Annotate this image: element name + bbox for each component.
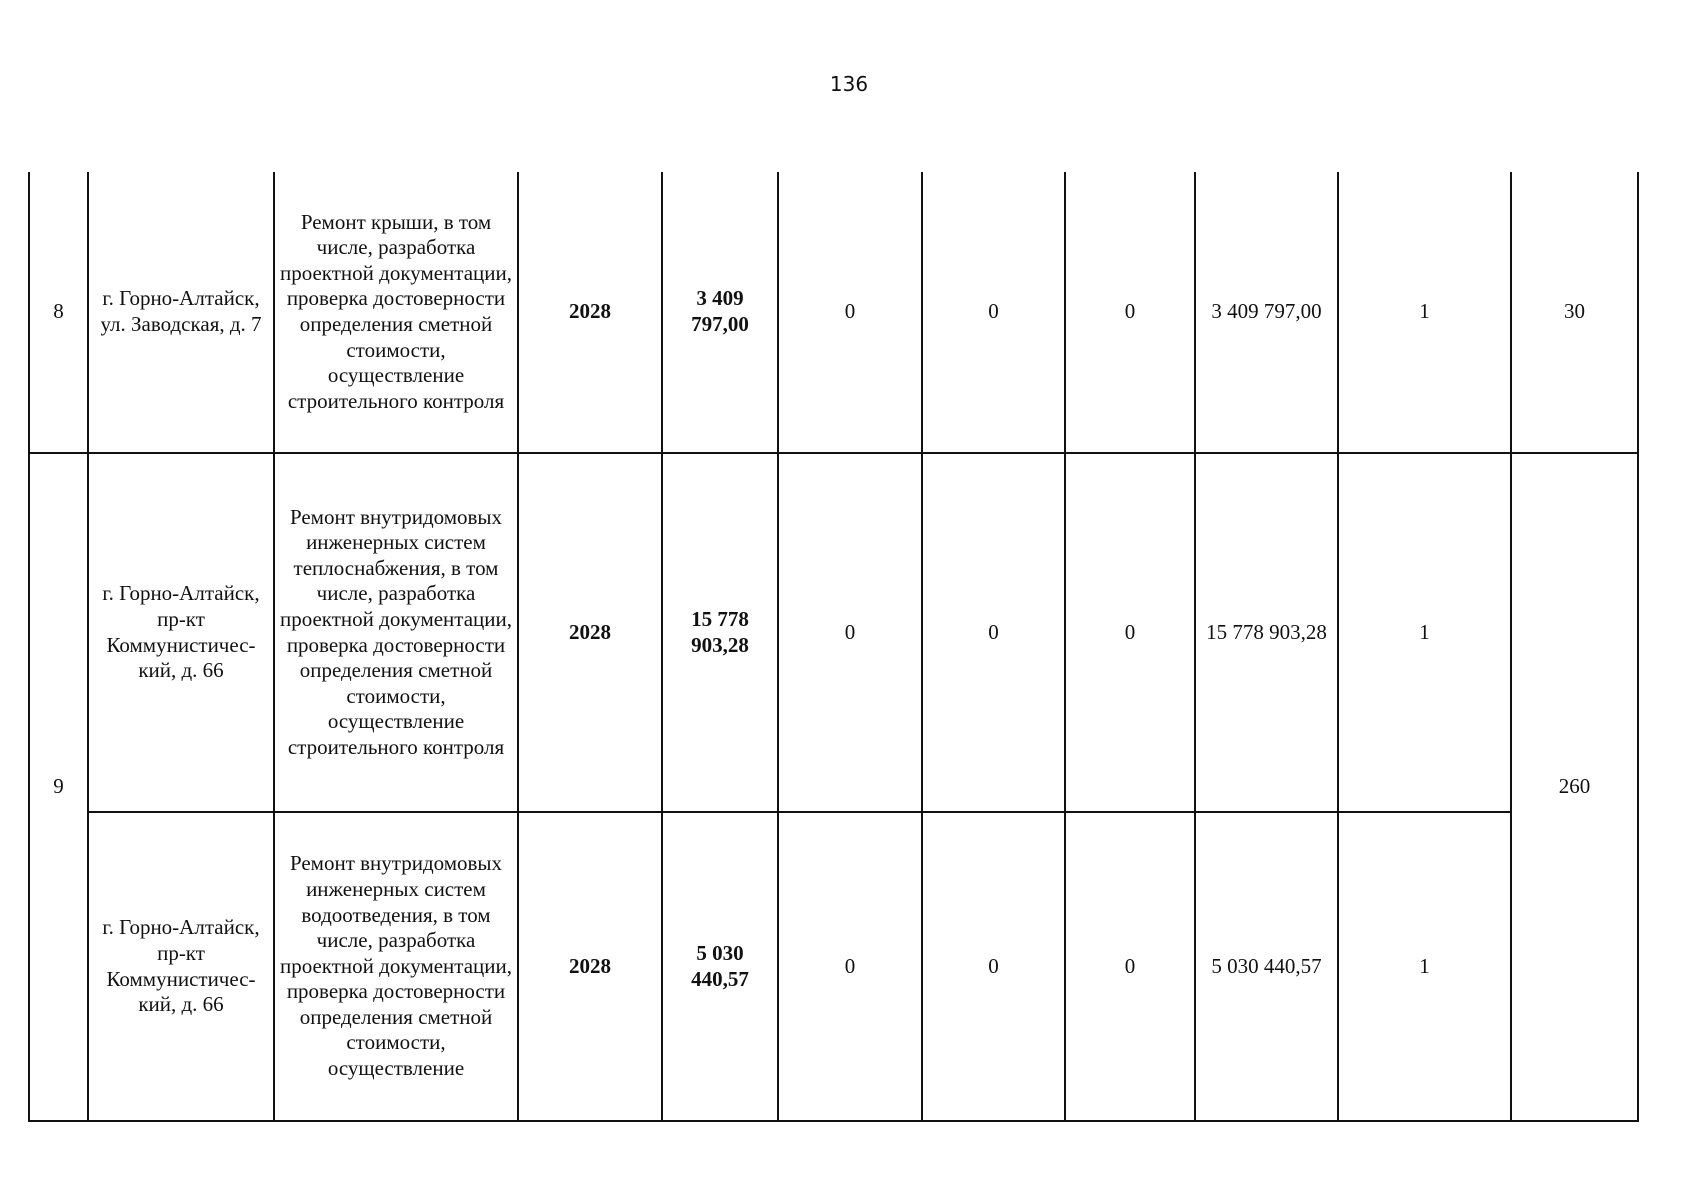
table-row [29,172,1638,453]
year-cell: 2028 [518,812,662,1121]
row-number-cell: 9 [29,453,88,1121]
value-cell: 0 [778,812,922,1121]
value-cell: 1 [1338,172,1511,453]
work-type-cell: Ремонт внутридомовых инженерных систем водоотведения, в том числе, разработка проектной документации, проверка достоверности определения сметной стоимости, осуществление [274,812,518,1121]
value-cell: 0 [1065,453,1195,812]
value-cell: 15 778 903,28 [1195,453,1338,812]
value-cell: 0 [1065,812,1195,1121]
table-row [29,812,1638,1121]
value-cell: 3 409 797,00 [1195,172,1338,453]
total-cost-cell: 15 778 903,28 [662,453,778,812]
row-number-cell: 8 [29,172,88,453]
total-cost-cell: 5 030 440,57 [662,812,778,1121]
value-cell: 1 [1338,812,1511,1121]
value-cell: 0 [922,172,1065,453]
total-cost-cell: 3 409 797,00 [662,172,778,453]
value-cell: 0 [922,812,1065,1121]
work-type-cell: Ремонт крыши, в том числе, разработка проектной документации, проверка достоверности определения сметной стоимости, осуществление строительного контроля [274,172,518,453]
value-cell: 1 [1338,453,1511,812]
value-cell: 0 [778,172,922,453]
work-type-cell: Ремонт внутридомовых инженерных систем теплоснабжения, в том числе, разработка проектной документации, проверка достоверности определения сметной стоимости, осуществление строительного контроля [274,453,518,812]
value-cell: 5 030 440,57 [1195,812,1338,1121]
value-cell: 260 [1511,453,1638,1121]
value-cell: 0 [922,453,1065,812]
works-table [28,172,1639,1122]
table-row [29,453,1638,812]
year-cell: 2028 [518,453,662,812]
year-cell: 2028 [518,172,662,453]
address-cell: г. Горно-Алтайск, ул. Заводская, д. 7 [88,172,274,453]
address-cell: г. Горно-Алтайск, пр-кт Коммунистичес-кий, д. 66 [88,453,274,812]
value-cell: 0 [778,453,922,812]
value-cell: 0 [1065,172,1195,453]
address-cell: г. Горно-Алтайск, пр-кт Коммунистичес-кий, д. 66 [88,812,274,1121]
page-number: 136 [829,72,869,96]
value-cell: 30 [1511,172,1638,453]
